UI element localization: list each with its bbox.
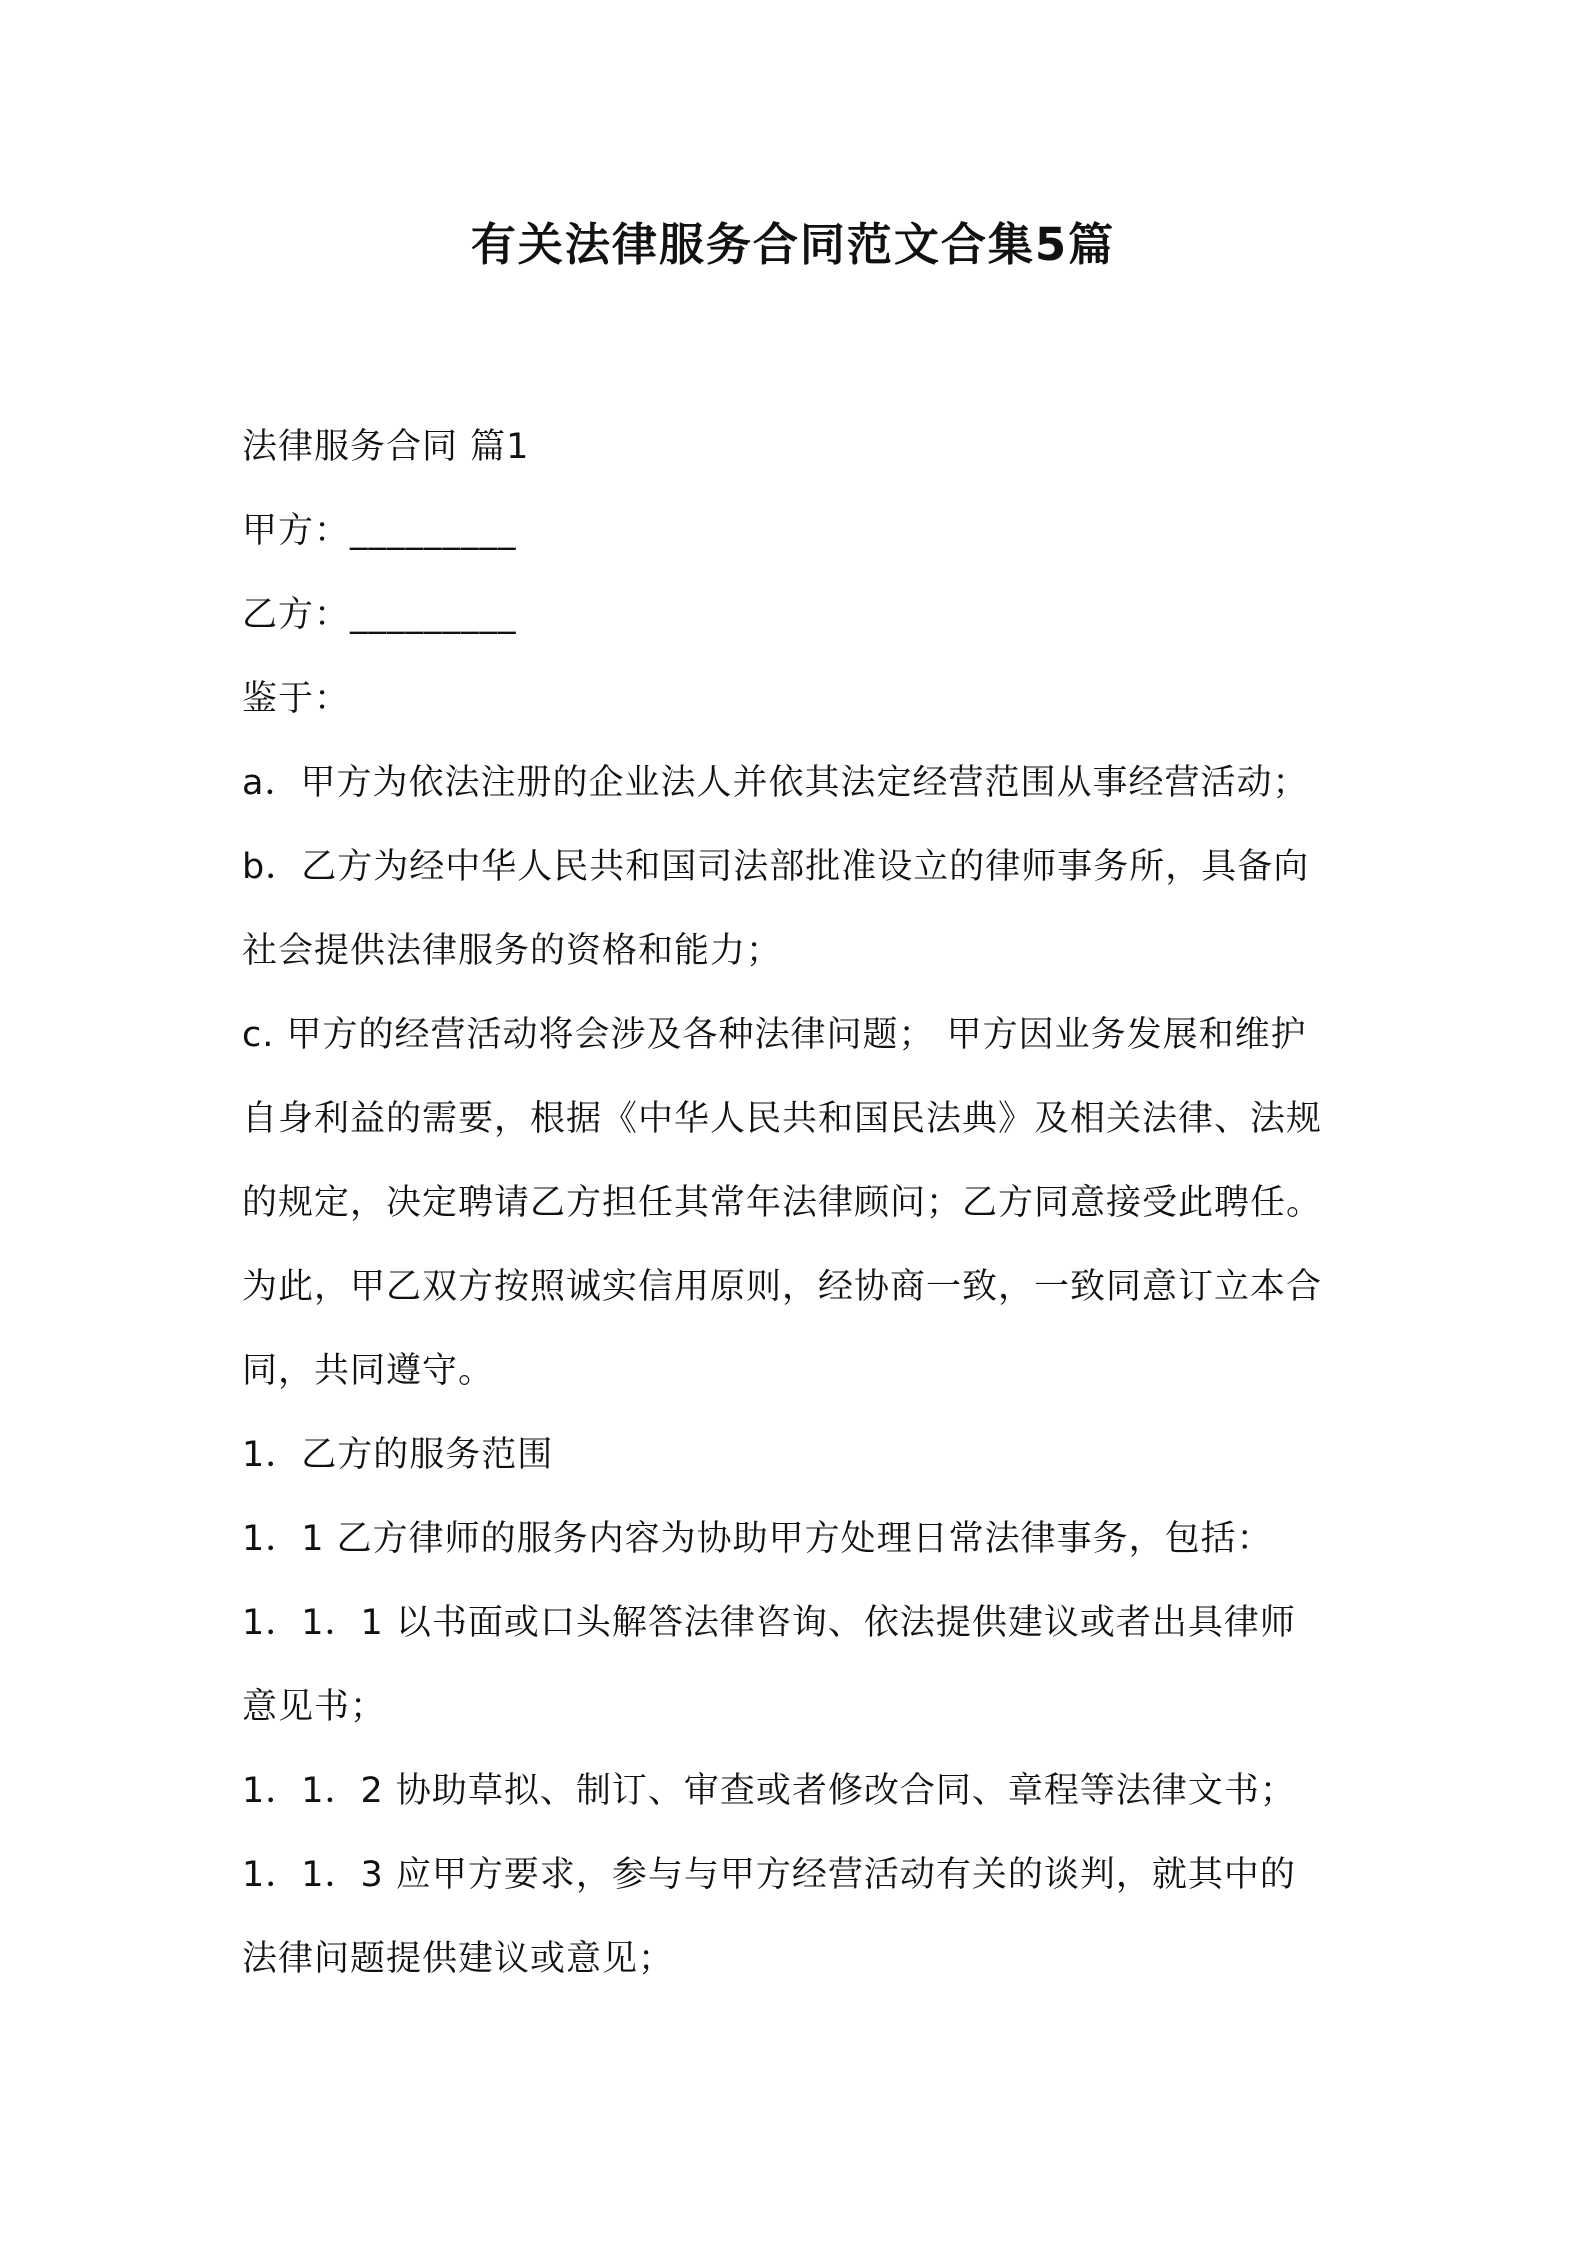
- paragraph-line: a．甲方为依法注册的企业法人并依其法定经营范围从事经营活动；: [242, 763, 1309, 803]
- clause-line: 法律问题提供建议或意见；: [242, 1939, 675, 1979]
- paragraph-line: 为此，甲乙双方按照诚实信用原则，经协商一致，一致同意订立本合: [242, 1267, 1323, 1307]
- document-title: 有关法律服务合同范文合集5篇: [470, 218, 1116, 271]
- section-heading: 法律服务合同 篇1: [242, 427, 530, 467]
- clause-line: 1．1．1 以书面或口头解答法律咨询、依法提供建议或者出具律师: [242, 1603, 1296, 1643]
- paragraph-line: 的规定，决定聘请乙方担任其常年法律顾问；乙方同意接受此聘任。: [242, 1183, 1323, 1223]
- clause-line: 1．1．3 应甲方要求，参与与甲方经营活动有关的谈判，就其中的: [242, 1855, 1296, 1895]
- paragraph-line: 同，共同遵守。: [242, 1351, 495, 1391]
- paragraph-line: b．乙方为经中华人民共和国司法部批准设立的律师事务所，具备向: [242, 847, 1310, 887]
- paragraph-line: c. 甲方的经营活动将会涉及各种法律问题； 甲方因业务发展和维护: [242, 1015, 1307, 1055]
- party-b-line: 乙方：_________: [242, 595, 517, 635]
- clause-line: 1．1 乙方律师的服务内容为协助甲方处理日常法律事务，包括：: [242, 1519, 1273, 1559]
- clause-line: 1．1．2 协助草拟、制订、审查或者修改合同、章程等法律文书；: [242, 1771, 1296, 1811]
- clause-line: 意见书；: [242, 1687, 387, 1727]
- document-body: [242, 405, 1357, 2001]
- paragraph-line: 社会提供法律服务的资格和能力；: [242, 931, 783, 971]
- party-a-line: 甲方：_________: [242, 511, 517, 551]
- whereas-line: 鉴于：: [242, 679, 351, 719]
- clause-heading: 1．乙方的服务范围: [242, 1435, 554, 1475]
- paragraph-line: 自身利益的需要，根据《中华人民共和国民法典》及相关法律、法规: [242, 1099, 1323, 1139]
